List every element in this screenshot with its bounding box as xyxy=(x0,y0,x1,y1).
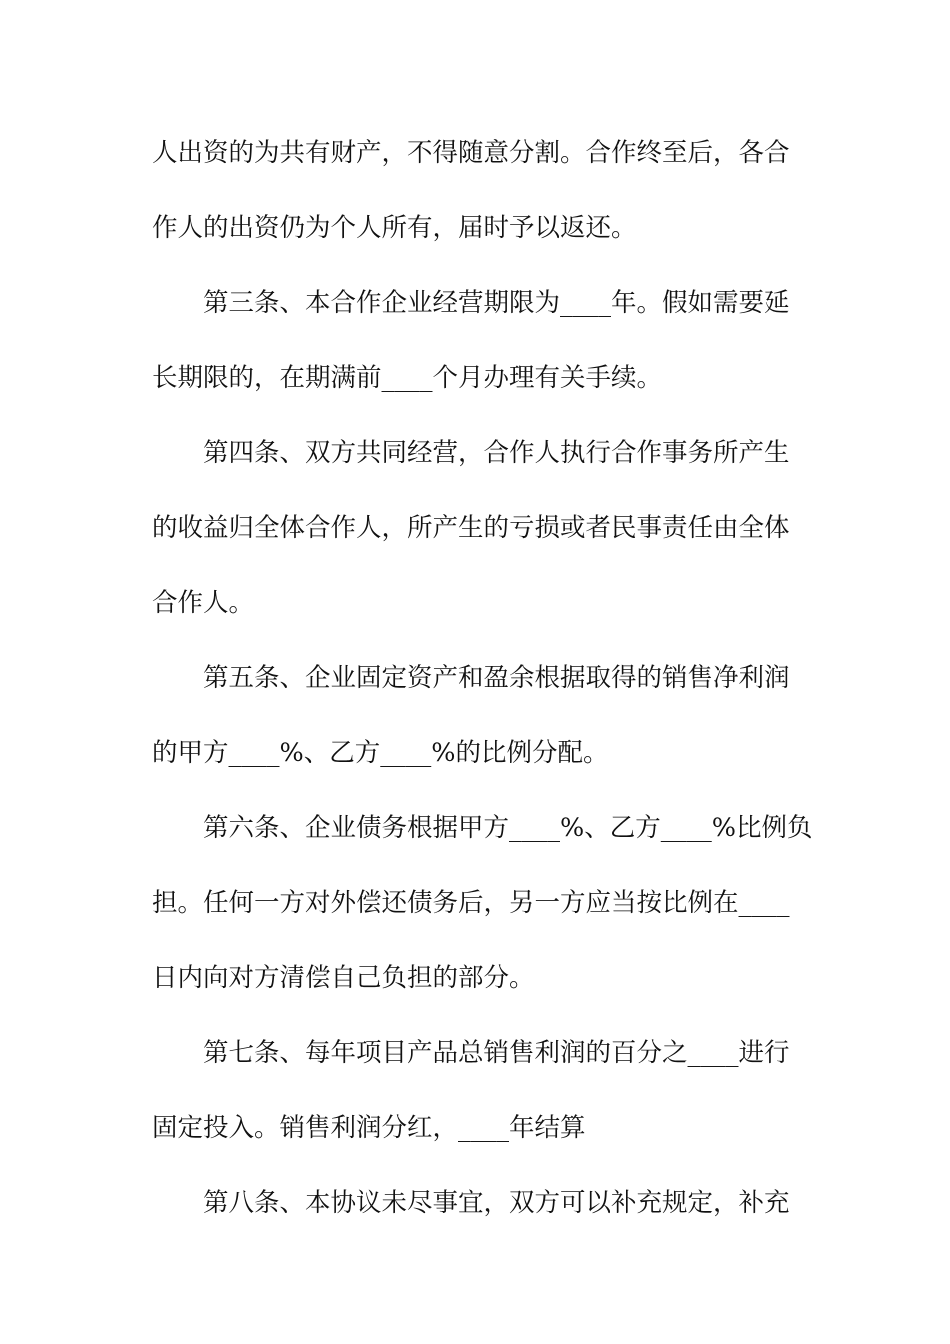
clause-5-line: 第五条、企业固定资产和盈余根据取得的销售净利润 xyxy=(203,663,790,693)
text-line: 合作人。 xyxy=(152,588,255,618)
clause-4-line: 第四条、双方共同经营，合作人执行合作事务所产生 xyxy=(203,438,790,468)
text-line: 日内向对方清偿自己负担的部分。 xyxy=(152,963,535,993)
clause-7-line: 第七条、每年项目产品总销售利润的百分之____进行 xyxy=(203,1038,790,1068)
text-line: 人出资的为共有财产，不得随意分割。合作终至后，各合 xyxy=(152,138,790,168)
text-line: 长期限的，在期满前____个月办理有关手续。 xyxy=(152,363,663,393)
text-line: 作人的出资仍为个人所有，届时予以返还。 xyxy=(152,213,637,243)
text-line: 的甲方____%、乙方____%的比例分配。 xyxy=(152,738,609,768)
text-line: 固定投入。销售利润分红，____年结算 xyxy=(152,1113,586,1143)
clause-6-line: 第六条、企业债务根据甲方____%、乙方____%比例负 xyxy=(203,813,813,843)
text-line: 的收益归全体合作人，所产生的亏损或者民事责任由全体 xyxy=(152,513,790,543)
clause-8-line: 第八条、本协议未尽事宜，双方可以补充规定，补充 xyxy=(203,1188,790,1218)
clause-3-line: 第三条、本合作企业经营期限为____年。假如需要延 xyxy=(203,288,790,318)
text-line: 担。任何一方对外偿还债务后，另一方应当按比例在____ xyxy=(152,888,790,918)
